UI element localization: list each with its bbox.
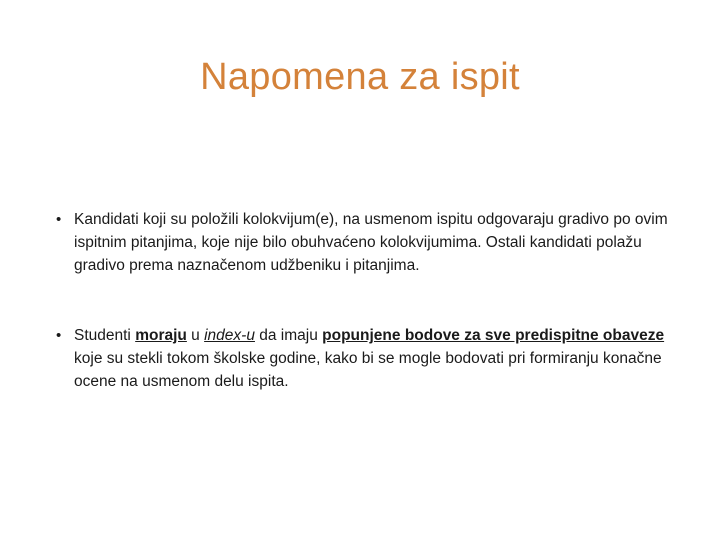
bullet-dot: • <box>56 211 62 228</box>
bullet-text-2-part4: koje su stekli tokom školske godine, kako bi se mogle bodovati pri formiranju konačne ocene na usmenom delu ispita. <box>74 350 662 390</box>
bullet-list <box>56 208 686 393</box>
bullet-dot: • <box>56 327 62 344</box>
emphasis-obaveze: popunjene bodove za sve predispitne obaveze <box>322 327 665 344</box>
bullet-text-1: Kandidati koji su položili kolokvijum(e), na usmenom ispitu odgovaraju gradivo po ovim ispitnim pitanjima, koje nije bilo obuhvaćeno kolokvijumima. Ostali kandidati polažu gradivo prema naznačenom udžbeniku i pitanjima. <box>74 211 668 274</box>
bullet-item-2 <box>56 324 686 393</box>
bullet-text-2-part2: u <box>186 327 205 344</box>
bullet-text-2-part3: da imaju <box>254 327 323 344</box>
bullet-item-1 <box>56 208 686 277</box>
slide-title: Napomena za ispit <box>200 56 520 98</box>
emphasis-moraju: moraju <box>135 327 187 344</box>
bullet-text-2-part1: Studenti <box>74 327 136 344</box>
emphasis-index: index-u <box>204 327 255 344</box>
